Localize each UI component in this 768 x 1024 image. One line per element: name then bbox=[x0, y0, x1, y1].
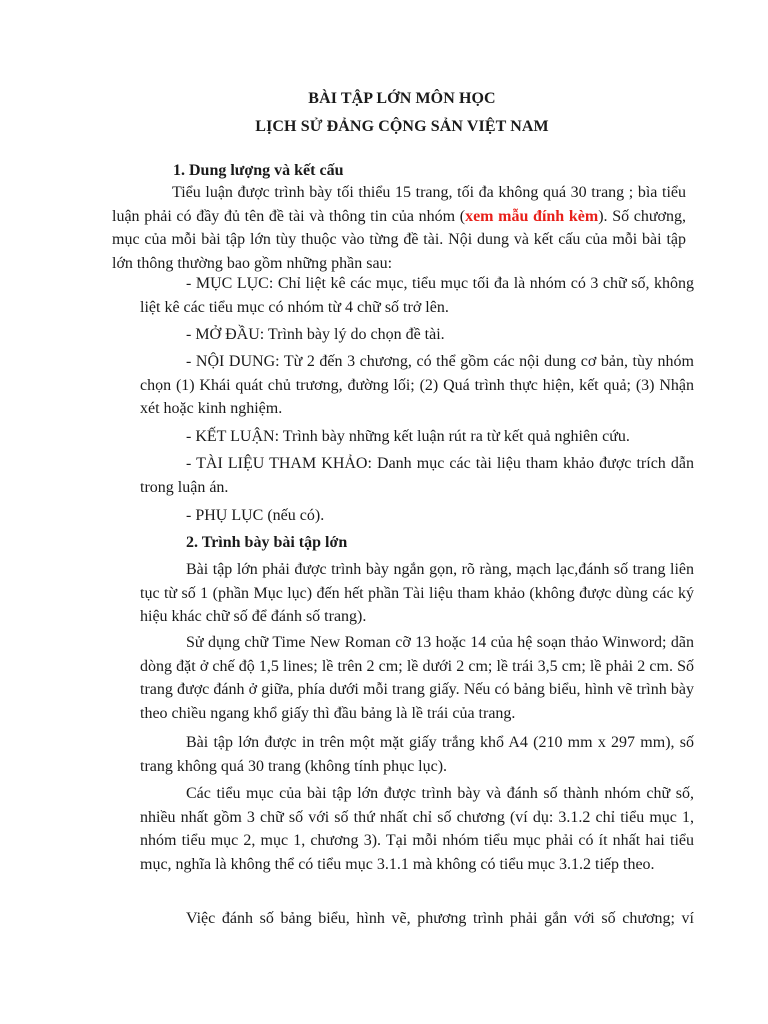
intro-text-after: ). Số chương, mục của mỗi bài tập lớn tùy thuộc vào từng đề tài. Nội dung và kết cấu của mỗi bài tập lớn thông thường bao gồm những phần sau: bbox=[112, 207, 687, 272]
paragraph-numbering: Bài tập lớn phải được trình bày ngắn gọn, rõ ràng, mạch lạc,đánh số trang liên tục từ số 1 (phần Mục lục) đến hết phần Tài liệu tham khảo (không được dùng các ký hiệu khác chữ số để đánh số trang). bbox=[140, 561, 694, 625]
attachment-link-text: xem mẫu đính kèm bbox=[465, 207, 599, 225]
section-1-heading: 1. Dung lượng và kết cấu bbox=[173, 162, 344, 179]
list-item-ket-luan: - KẾT LUẬN: Trình bày những kết luận rút ra từ kết quả nghiên cứu. bbox=[186, 428, 630, 445]
intro-text-before: Tiểu luận được trình bày tối thiểu 15 trang, tối đa không quá 30 trang ; bìa tiểu luận phải có đầy đủ tên đề tài và thông tin của nhóm ( bbox=[112, 184, 686, 225]
paragraph-font-margins: Sử dụng chữ Time New Roman cỡ 13 hoặc 14 của hệ soạn thảo Winword; dãn dòng đặt ở chế độ 1,5 lines; lề trên 2 cm; lề dưới 2 cm; lề trái 3,5 cm; lề phải 2 cm. Số trang được đánh ở giữa, phía dưới mỗi trang giấy. Nếu có bảng biểu, hình vẽ trình bày theo chiều ngang khổ giấy thì đầu bảng là lề trái của trang. bbox=[140, 634, 694, 722]
list-item-phu-luc: - PHỤ LỤC (nếu có). bbox=[186, 507, 325, 524]
list-item-noi-dung: - NỘI DUNG: Từ 2 đến 3 chương, có thể gồm các nội dung cơ bản, tùy nhóm chọn (1) Khái quát chủ trương, đường lối; (2) Quá trình thực hiện, kết quả; (3) Nhận xét hoặc kinh nghiệm. bbox=[140, 353, 694, 417]
document-title: BÀI TẬP LỚN MÔN HỌC bbox=[308, 90, 496, 107]
paragraph-subsections: Các tiểu mục của bài tập lớn được trình bày và đánh số thành nhóm chữ số, nhiều nhất gồm 3 chữ số với số thứ nhất chỉ số chương (ví dụ: 3.1.2 chỉ tiểu mục 1, nhóm tiểu mục 2, mục 1, chương 3). Tại mỗi nhóm tiểu mục phải có ít nhất hai tiểu mục, nghĩa là không thể có tiểu mục 3.1.1 mà không có tiểu mục 3.1.2 tiếp theo. bbox=[140, 785, 694, 873]
document-subtitle: LỊCH SỬ ĐẢNG CỘNG SẢN VIỆT NAM bbox=[255, 118, 549, 135]
list-item-muc-luc: - MỤC LỤC: Chỉ liệt kê các mục, tiểu mục tối đa là nhóm có 3 chữ số, không liệt kê các tiểu mục có nhóm từ 4 chữ số trở lên. bbox=[140, 275, 694, 316]
paragraph-tables-figures: Việc đánh số bảng biểu, hình vẽ, phương trình phải gắn với số chương; ví bbox=[186, 910, 694, 927]
paragraph-paper-size: Bài tập lớn được in trên một mặt giấy trắng khổ A4 (210 mm x 297 mm), số trang không quá 30 trang (không tính phục lục). bbox=[140, 734, 694, 775]
list-item-tai-lieu: - TÀI LIỆU THAM KHẢO: Danh mục các tài liệu tham khảo được trích dẫn trong luận án. bbox=[140, 455, 694, 496]
list-item-mo-dau: - MỞ ĐẦU: Trình bày lý do chọn đề tài. bbox=[186, 326, 445, 343]
section-2-heading: 2. Trình bày bài tập lớn bbox=[186, 534, 348, 551]
section-1-intro bbox=[112, 181, 686, 275]
